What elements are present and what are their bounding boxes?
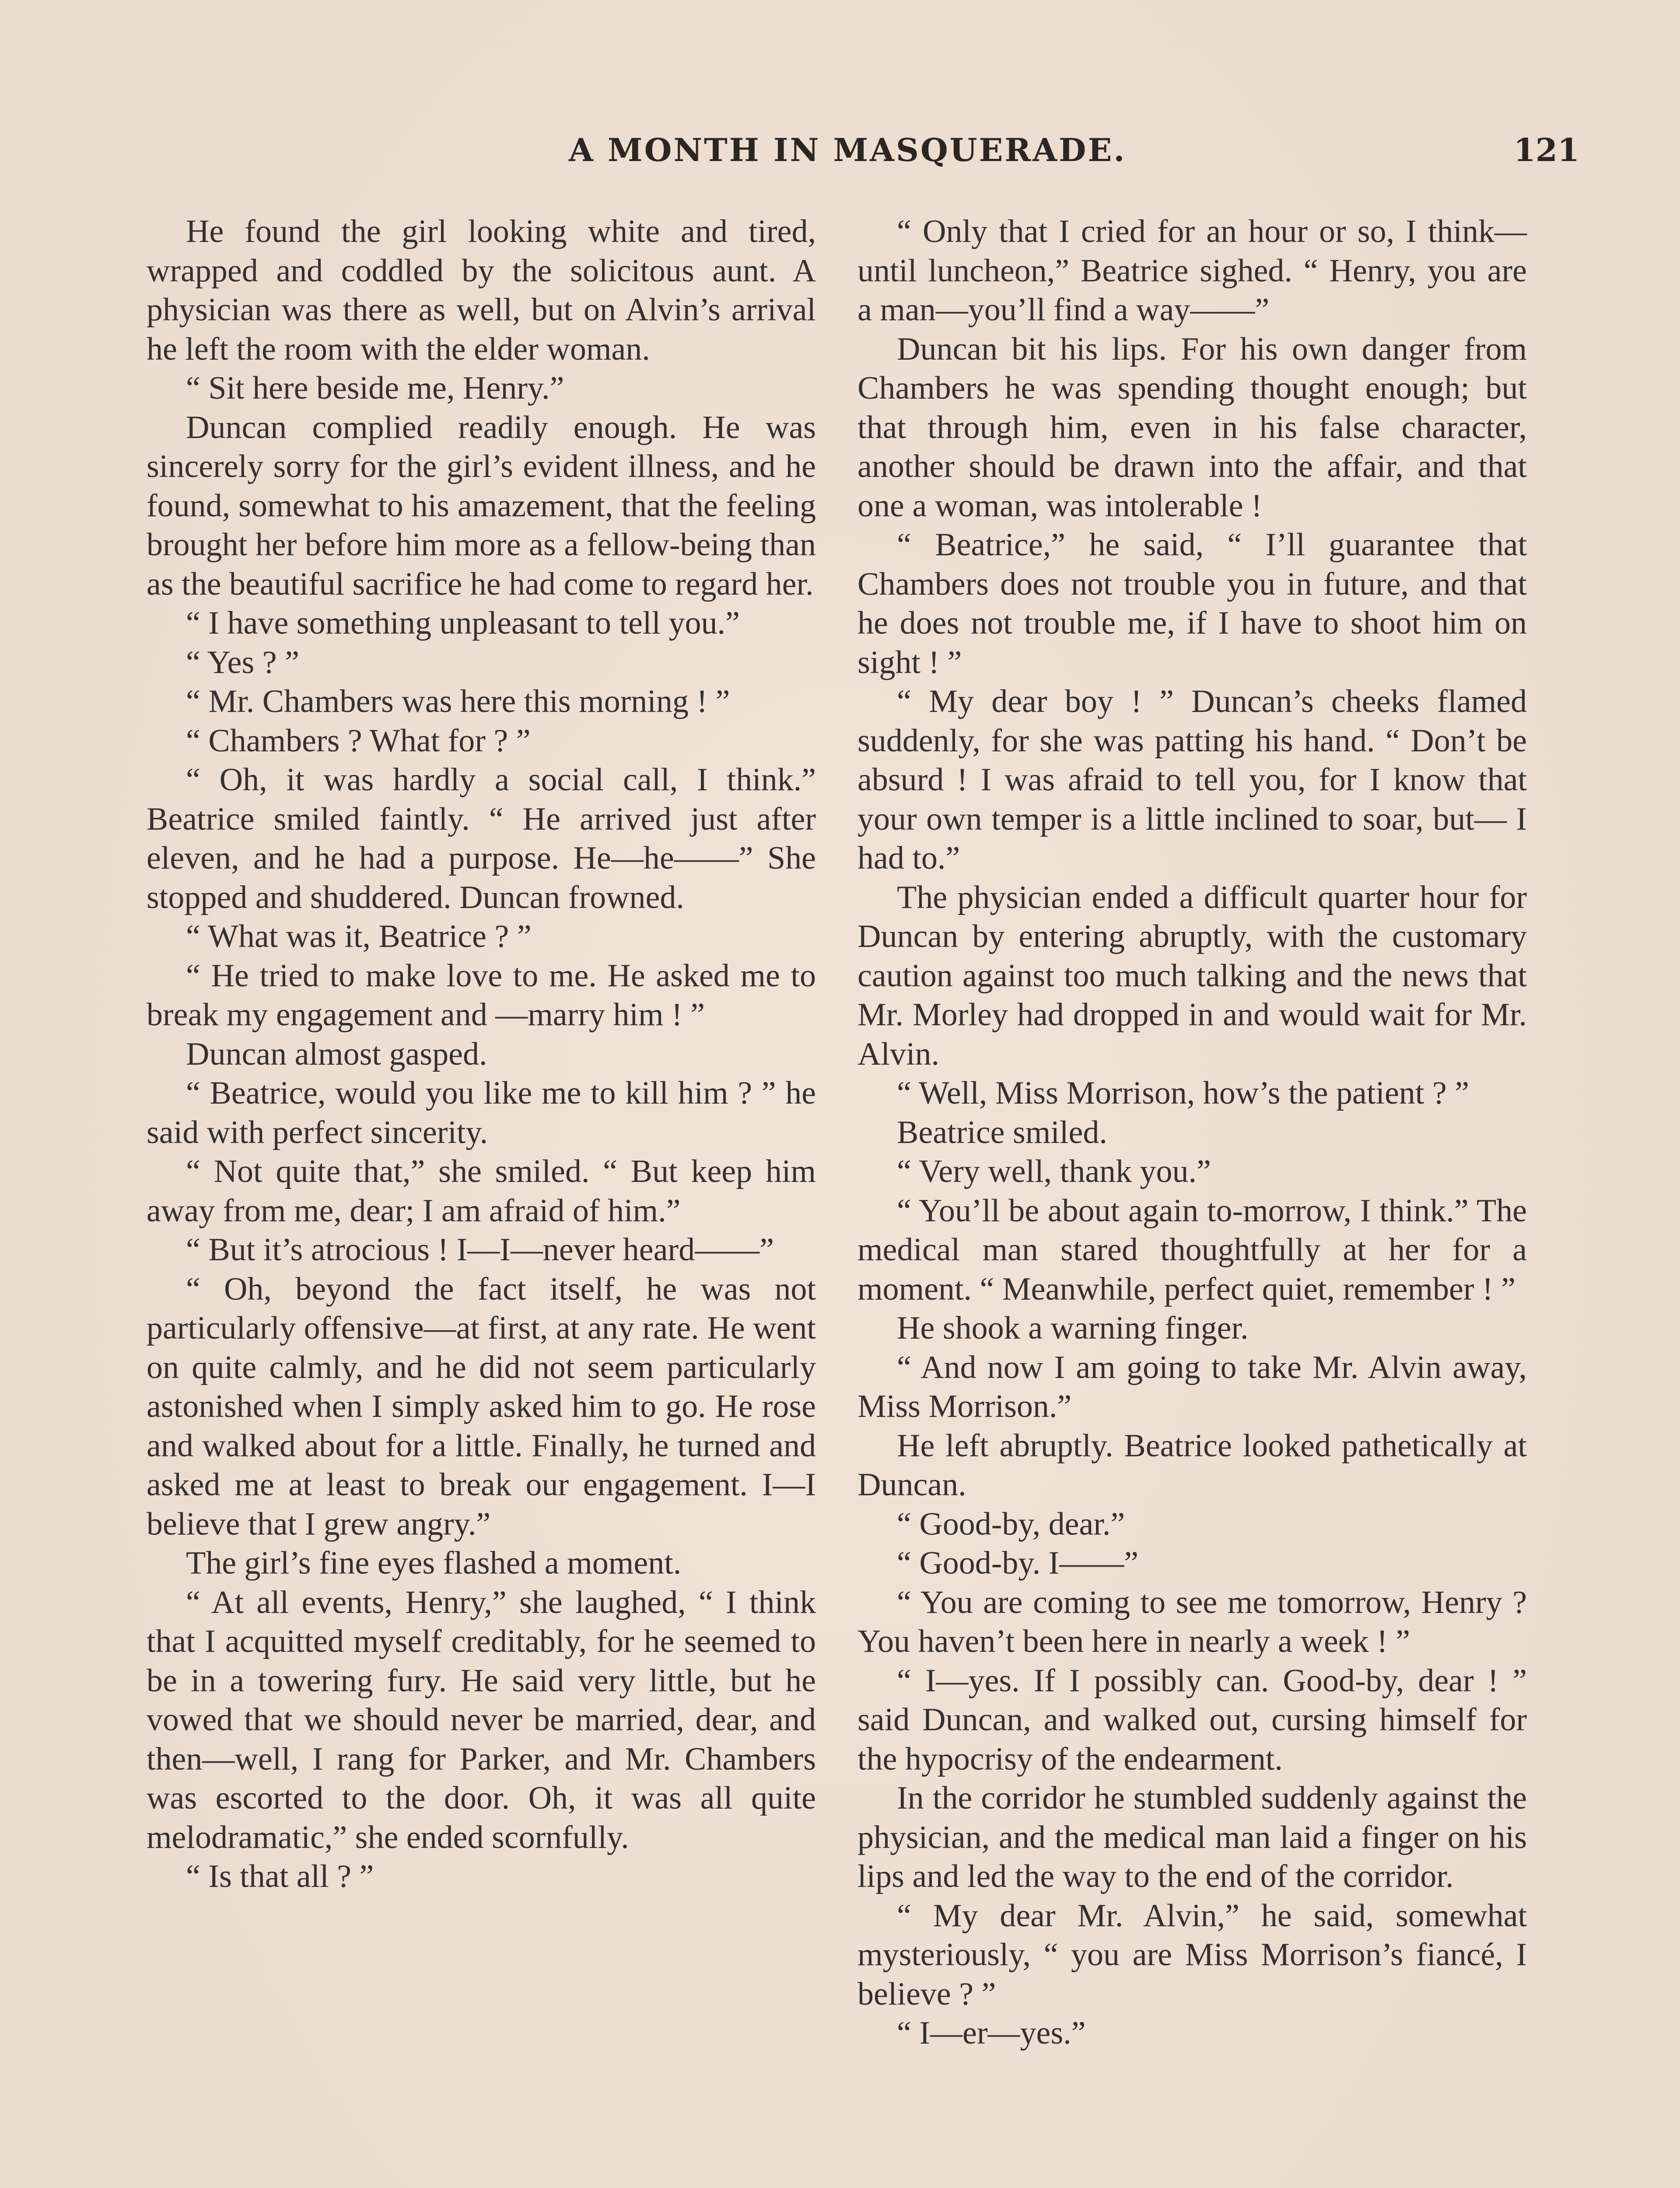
paragraph: “ At all events, Henry,” she laughed, “ I think that I acquitted myself creditably, for he seemed to be in a towering fury. He said very little, but he vowed that we should never be married, dear, and then—well, I rang for Parker, and Mr. Chambers was escorted to the door. Oh, it was all quite melodramatic,” she ended scornfully. [147, 1584, 816, 1855]
paragraph: “ My dear boy ! ” Duncan’s cheeks flamed suddenly, for she was patting his hand. “ Don’t be absurd ! I was afraid to tell you, for I know that your own temper is a little inclined to soar, but— I had to.” [858, 684, 1527, 876]
paragraph: “ Not quite that,” she smiled. “ But keep him away from me, dear; I am afraid of him.” [147, 1154, 816, 1229]
paragraph: “ I—er—yes.” [897, 2015, 1086, 2051]
paragraph: “ I—yes. If I possibly can. Good-by, dear ! ” said Duncan, and walked out, cursing himself for the hypocrisy of the endearment. [858, 1662, 1527, 1777]
paragraph: “ Only that I cried for an hour or so, I think—until luncheon,” Beatrice sighed. “ Henry, you are a man—you’ll find a way——” [858, 214, 1527, 328]
paragraph: “ Beatrice, would you like me to kill him ? ” he said with perfect sincerity. [147, 1075, 816, 1150]
paragraph: “ My dear Mr. Alvin,” he said, somewhat mysteriously, “ you are Miss Morrison’s fiancé, I believe ? ” [858, 1897, 1527, 2012]
paragraph: In the corridor he stumbled suddenly against the physician, and the medical man laid a finger on his lips and led the way to the end of the corridor. [858, 1780, 1527, 1894]
paragraph: “ And now I am going to take Mr. Alvin away, Miss Morrison.” [858, 1349, 1527, 1424]
paragraph: “ Is that all ? ” [186, 1858, 374, 1894]
page-number: 121 [1513, 131, 1579, 168]
paragraph: “ I have something unpleasant to tell you.” [186, 605, 740, 641]
paragraph: “ Very well, thank you.” [897, 1154, 1211, 1189]
paragraph: The girl’s fine eyes flashed a moment. [186, 1545, 682, 1581]
paragraph: He left abruptly. Beatrice looked pathetically at Duncan. [858, 1427, 1527, 1503]
paragraph: “ He tried to make love to me. He asked me to break my engagement and —marry him ! ” [147, 957, 816, 1033]
left-column [147, 212, 816, 1897]
paragraph: “ What was it, Beatrice ? ” [186, 919, 532, 954]
paragraph: “ Well, Miss Morrison, how’s the patient ? ” [897, 1075, 1470, 1111]
paragraph: “ But it’s atrocious ! I—I—never heard——” [186, 1232, 774, 1268]
paragraph: “ Oh, it was hardly a social call, I think.” Beatrice smiled faintly. “ He arrived just after eleven, and he had a purpose. He—he——” She stopped and shuddered. Duncan frowned. [147, 762, 816, 915]
right-column [858, 212, 1527, 2053]
paragraph: Beatrice smiled. [897, 1114, 1107, 1150]
paragraph: “ Good-by. I——” [897, 1545, 1139, 1581]
paragraph: Duncan bit his lips. For his own danger from Chambers he was spending thought enough; but that through him, even in his false character, another should be drawn into the affair, and that one a woman, was intolerable ! [858, 331, 1527, 524]
paragraph: “ Mr. Chambers was here this morning ! ” [186, 684, 730, 719]
paragraph: He shook a warning finger. [897, 1310, 1249, 1346]
paragraph: “ Good-by, dear.” [897, 1506, 1125, 1542]
paragraph: “ You are coming to see me tomorrow, Henry ? You haven’t been here in nearly a week ! ” [858, 1584, 1527, 1659]
paragraph: Duncan almost gasped. [186, 1036, 487, 1072]
paragraph: “ You’ll be about again to-morrow, I think.” The medical man stared thoughtfully at her for a moment. “ Meanwhile, perfect quiet, remember ! ” [858, 1192, 1527, 1307]
paragraph: “ Chambers ? What for ? ” [186, 722, 531, 759]
paragraph: “ Sit here beside me, Henry.” [186, 370, 564, 406]
paragraph: Duncan complied readily enough. He was sincerely sorry for the girl’s evident illness, and he found, somewhat to his amazement, that the feeling brought her before him more as a fellow-being than as the beautiful sacrifice he had come to regard her. [147, 409, 816, 602]
running-head [144, 131, 1579, 184]
paragraph: He found the girl looking white and tired, wrapped and coddled by the solicitous aunt. A physician was there as well, but on Alvin’s arrival he left the room with the elder woman. [147, 214, 816, 367]
paragraph: “ Beatrice,” he said, “ I’ll guarantee that Chambers does not trouble you in future, and that he does not trouble me, if I have to shoot him on sight ! ” [858, 527, 1527, 680]
paragraph: “ Oh, beyond the fact itself, he was not particularly offensive—at first, at any rate. He went on quite calmly, and he did not seem particularly astonished when I simply asked him to go. He rose and walked about for a little. Finally, he turned and asked me at least to break our engagement. I—I believe that I grew angry.” [147, 1271, 816, 1542]
paragraph: “ Yes ? ” [186, 644, 299, 680]
page-title: A MONTH IN MASQUERADE. [569, 131, 1127, 168]
paragraph: The physician ended a difficult quarter hour for Duncan by entering abruptly, with the customary caution against too much talking and the news that Mr. Morley had dropped in and would wait for Mr. Alvin. [858, 879, 1527, 1072]
